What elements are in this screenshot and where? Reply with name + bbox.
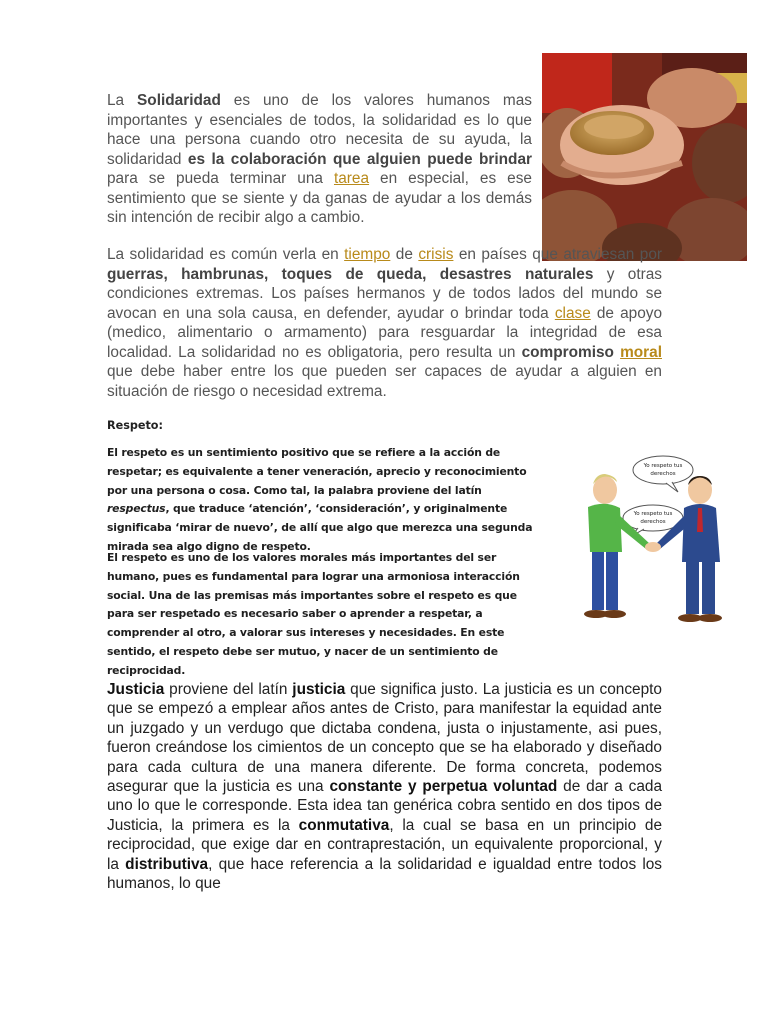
bold-term-justicia: Justicia [107,681,165,698]
text-run: para se pueda terminar una [107,170,334,187]
link-crisis[interactable]: crisis [418,246,454,263]
italic-respectus: respectus [107,502,166,516]
bold-term-solidaridad: Solidaridad [137,92,221,109]
respeto-heading: Respeto: [107,419,163,432]
text-run: El respeto es un sentimiento positivo que se refiere a la acción de respetar; es equivalente a tener veneración, aprecio y reconocimiento por una persona o cosa. Como tal, la palabra proviene del latín [107,446,527,497]
link-clase[interactable]: clase [554,304,591,322]
text-run: en especial, es ese sentimiento que se siente y da ganas de ayudar a los demás sin intención de recibir algo a cambio. [107,170,532,226]
right-man [656,476,722,622]
bold-definition: es la colaboración que alguien puede brindar [187,150,532,168]
text-run: de dar a cada uno lo que le corresponde. Esta idea tan genérica cobra sentido en dos tipos de Justicia, la primera es la [107,778,663,834]
justicia-paragraph [107,680,662,893]
bold-constante: constante y perpetua voluntad [329,778,558,796]
hands-illustration [542,53,747,261]
bold-conditions: guerras, hambrunas, toques de queda, desastres naturales [107,265,594,283]
respeto-paragraph-2: El respeto es uno de los valores morales más importantes del ser humano, pues es fundamental para lograr una armoniosa interacción social. Una de las premisas más importantes sobre el respeto es que para ser respetado es necesario saber o aprender a respetar, a comprender al otro, a valorar sus intereses y necesidades. En este sentido, el respeto debe ser mutuo, y nacer de un sentimiento de reciprocidad. [107,551,520,677]
text-run: , que hace referencia a la solidaridad e igualdad entre todos los humanos, lo que [107,855,663,893]
text-run: es uno de los valores humanos mas importantes y esenciales de todos, la solidaridad es lo que hace una persona cuando otro necesita de su ayuda, la solidaridad [107,92,532,168]
solidaridad-paragraph-2 [107,245,662,401]
bold-distributiva: distributiva [125,855,209,873]
left-man [584,474,650,618]
text-run: y otras condiciones extremas. Los países hermanos y de todos lados del mundo se avocan en una sola causa, en defender, ayudar o brindar toda [107,265,663,322]
bold-compromiso: compromiso [521,343,614,361]
bubble-right-line2: derechos [650,471,676,477]
bold-conmutativa: conmutativa [298,816,390,834]
link-tiempo[interactable]: tiempo [344,246,391,263]
hands-with-grain-photo [542,53,747,261]
bubble-left-line2: derechos [640,519,666,525]
text-run: proviene del latín [164,681,293,698]
bold-justicia-latin: justicia [292,681,346,698]
link-moral[interactable]: moral [620,343,662,361]
text-run: , la cual se basa en un principio de reciprocidad, que exige dar en contraprestación, un equivalente proporcional, y la [107,816,663,873]
bubble-left-line1: Yo respeto tus [633,511,673,517]
handshake-cartoon [560,452,750,637]
handshake-illustration [560,452,750,637]
bubble-right-line1: Yo respeto tus [643,463,683,469]
link-tarea[interactable]: tarea [333,170,370,187]
solidaridad-paragraph-1 [107,91,532,228]
text-run: La [107,92,138,109]
text-run: de apoyo (medico, alimentario o armamento) para resguardar la integridad de esa localidad. La solidaridad no es obligatoria, pero resulta un [107,304,663,361]
text-run: que debe haber entre los que pueden ser capaces de ayudar a alguien en situación de riesgo o necesidad extrema. [107,363,662,400]
text-run: , que traduce ‘atención’, ‘consideración’, y originalmente significaba ‘mirar de nuevo’, de allí que algo que merezca una segunda mirada sea algo digno de respeto. [107,502,533,553]
text-run: en países que atraviesan por [453,246,663,263]
text-run: que significa justo. La justicia es un concepto que se empezó a emplear años antes de Cristo, para manifestar la equidad ante un juzgado y un verdugo que dictaba condena, justa o injustamente, asi pues, fueron creándose los cimientos de un concepto que se ha elaborado y diseñado para cada cultura de una manera diferente. De forma concreta, podemos asegurar que la justicia es una [107,681,662,796]
text-run: La solidaridad es común verla en [107,246,345,263]
respeto-paragraph-1 [107,444,547,557]
text-run: de [390,246,419,263]
